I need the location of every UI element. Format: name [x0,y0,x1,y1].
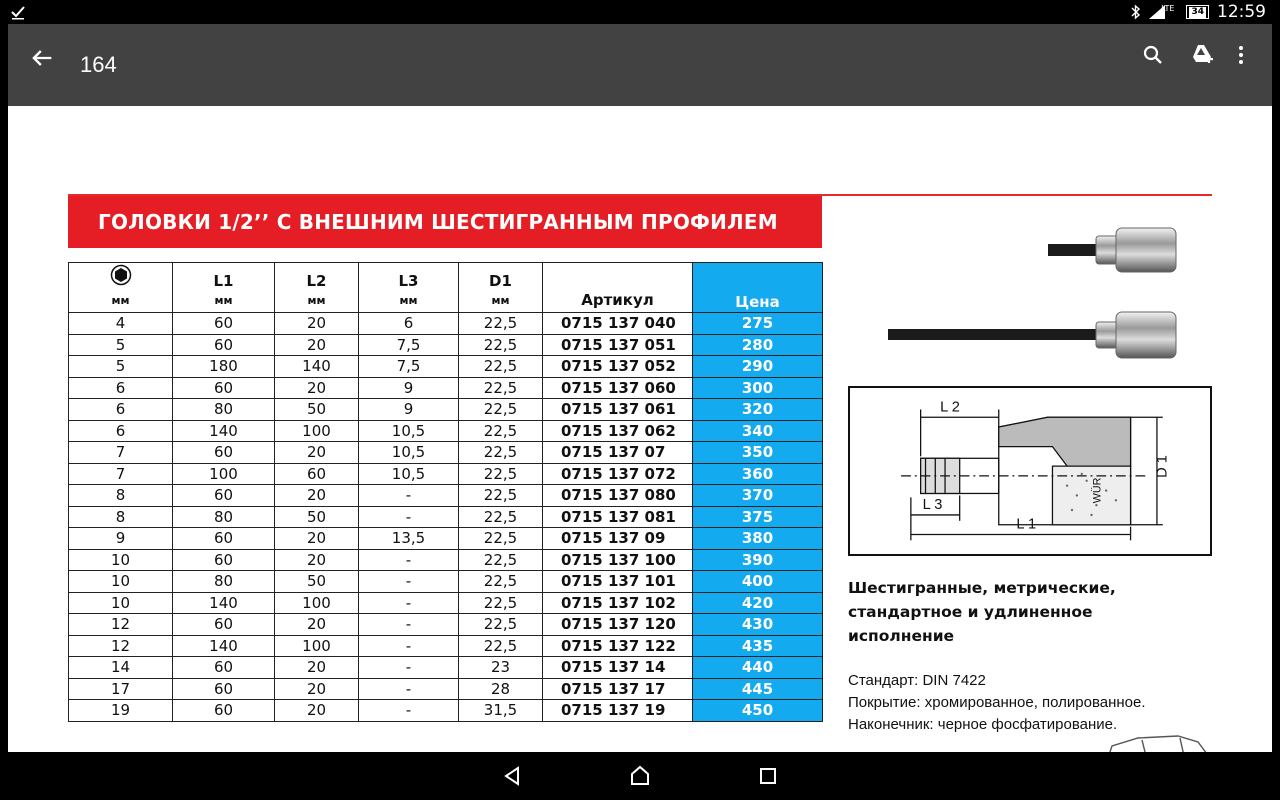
cell-article: 0715 137 051 [543,334,693,356]
cell-l3: 6 [359,313,459,335]
cell-article: 0715 137 060 [543,377,693,399]
cell-price: 435 [693,635,823,657]
table-row [69,614,823,636]
cell-l3: 7,5 [359,356,459,378]
cell-article: 0715 137 062 [543,420,693,442]
cell-article: 0715 137 102 [543,592,693,614]
cell-article: 0715 137 19 [543,700,693,722]
cell-article: 0715 137 061 [543,399,693,421]
table-row [69,313,823,335]
cell-l1: 140 [173,592,275,614]
cell-size: 12 [69,614,173,636]
cell-l2: 20 [275,614,359,636]
cell-article: 0715 137 101 [543,571,693,593]
table-row [69,678,823,700]
spec-tip: Наконечник: черное фосфатирование. [848,716,1118,733]
cell-price: 350 [693,442,823,464]
cell-article: 0715 137 072 [543,463,693,485]
diagram-label-l1: L 1 [1016,516,1037,533]
cell-l3: 9 [359,377,459,399]
cell-size: 7 [69,463,173,485]
table-row [69,528,823,550]
cell-size: 8 [69,485,173,507]
cell-l2: 100 [275,592,359,614]
cell-price: 370 [693,485,823,507]
cell-price: 380 [693,528,823,550]
cell-l2: 60 [275,463,359,485]
cell-l1: 60 [173,377,275,399]
cell-article: 0715 137 09 [543,528,693,550]
table-row [69,463,823,485]
cell-l1: 60 [173,614,275,636]
cell-d1: 22,5 [459,549,543,571]
cell-d1: 22,5 [459,592,543,614]
table-row [69,420,823,442]
app-bar-actions [1142,44,1260,66]
download-done-icon [10,4,26,20]
cell-l3: - [359,678,459,700]
cell-size: 9 [69,528,173,550]
diagram-brand-mark: WÜR [1091,477,1104,504]
cell-l3: - [359,657,459,679]
table-row [69,592,823,614]
cell-l1: 180 [173,356,275,378]
product-description: Шестигранные, метрические, стандартное и удлиненное исполнение [848,579,1116,645]
cell-l1: 60 [173,528,275,550]
cell-size: 12 [69,635,173,657]
page-number-title: 164 [80,52,117,77]
cell-price: 320 [693,399,823,421]
cell-l1: 60 [173,442,275,464]
cell-size: 10 [69,571,173,593]
cell-d1: 22,5 [459,399,543,421]
cell-l1: 140 [173,635,275,657]
section-title-band [68,196,822,248]
cell-price: 340 [693,420,823,442]
cell-d1: 22,5 [459,485,543,507]
cell-l2: 20 [275,549,359,571]
cell-l1: 80 [173,399,275,421]
cell-d1: 23 [459,657,543,679]
cell-d1: 22,5 [459,420,543,442]
cell-size: 6 [69,399,173,421]
cell-l2: 20 [275,678,359,700]
cell-l3: 10,5 [359,420,459,442]
cell-d1: 31,5 [459,700,543,722]
clock: 12:59 [1217,2,1266,22]
table-row [69,356,823,378]
cell-l2: 100 [275,420,359,442]
cell-d1: 22,5 [459,463,543,485]
google-drive-add-icon [1190,44,1214,66]
cell-d1: 22,5 [459,356,543,378]
nav-home-icon[interactable] [628,764,652,788]
cell-l1: 60 [173,313,275,335]
cell-l2: 20 [275,377,359,399]
col-header-article: Артикул [543,263,693,313]
cell-l2: 20 [275,657,359,679]
cell-size: 7 [69,442,173,464]
battery-icon [1186,5,1209,19]
cell-size: 8 [69,506,173,528]
cell-d1: 22,5 [459,528,543,550]
network-type: LTE [1161,4,1175,13]
cell-d1: 22,5 [459,571,543,593]
search-button[interactable] [1142,44,1164,66]
col-header-l1: L1 мм [173,263,275,313]
table-row [69,506,823,528]
cell-price: 375 [693,506,823,528]
cell-l2: 20 [275,442,359,464]
cell-l2: 20 [275,334,359,356]
cell-article: 0715 137 081 [543,506,693,528]
cell-price: 430 [693,614,823,636]
cell-article: 0715 137 040 [543,313,693,335]
cell-l1: 60 [173,485,275,507]
back-arrow-icon[interactable] [28,44,56,72]
cell-price: 360 [693,463,823,485]
cell-l3: - [359,506,459,528]
col-header-l2: L2 мм [275,263,359,313]
cell-article: 0715 137 080 [543,485,693,507]
cell-l3: - [359,700,459,722]
cell-l3: - [359,592,459,614]
cell-l3: 10,5 [359,442,459,464]
more-vert-icon [1238,44,1244,66]
cell-price: 440 [693,657,823,679]
cell-d1: 22,5 [459,635,543,657]
app-bar [8,24,1272,106]
cell-l1: 60 [173,700,275,722]
cell-size: 10 [69,592,173,614]
cell-size: 4 [69,313,173,335]
table-row [69,377,823,399]
cell-article: 0715 137 122 [543,635,693,657]
cell-size: 14 [69,657,173,679]
spec-table [68,262,823,722]
cell-l1: 60 [173,657,275,679]
more-options-button[interactable] [1238,44,1260,66]
cell-l2: 20 [275,313,359,335]
cell-l2: 50 [275,571,359,593]
cell-l2: 50 [275,399,359,421]
nav-recents-icon[interactable] [756,764,780,788]
cell-l3: 10,5 [359,463,459,485]
cell-l3: - [359,549,459,571]
hex-icon [110,264,132,286]
technical-drawing [848,386,1212,556]
navigation-bar [0,752,1280,800]
cell-d1: 22,5 [459,614,543,636]
product-photo [878,224,1208,384]
cell-article: 0715 137 07 [543,442,693,464]
nav-back-icon[interactable] [500,764,524,788]
spec-standard: Стандарт: DIN 7422 [848,672,986,689]
drive-add-button[interactable] [1190,44,1212,66]
cell-article: 0715 137 120 [543,614,693,636]
status-bar [0,0,1280,24]
table-row [69,635,823,657]
cell-l2: 20 [275,700,359,722]
cell-l1: 60 [173,334,275,356]
table-row [69,549,823,571]
cell-l2: 20 [275,485,359,507]
table-row [69,657,823,679]
cell-l3: 7,5 [359,334,459,356]
cell-l1: 140 [173,420,275,442]
table-row [69,334,823,356]
cell-d1: 28 [459,678,543,700]
table-row [69,442,823,464]
cell-l3: - [359,571,459,593]
cell-l2: 100 [275,635,359,657]
cell-price: 390 [693,549,823,571]
cell-d1: 22,5 [459,506,543,528]
cell-l1: 60 [173,678,275,700]
cell-size: 10 [69,549,173,571]
col-header-d1: D1 мм [459,263,543,313]
table-row [69,571,823,593]
cell-size: 5 [69,356,173,378]
cell-article: 0715 137 052 [543,356,693,378]
cell-price: 290 [693,356,823,378]
cell-price: 420 [693,592,823,614]
cell-l3: - [359,485,459,507]
cell-price: 400 [693,571,823,593]
table-row [69,399,823,421]
cell-size: 6 [69,420,173,442]
cell-price: 275 [693,313,823,335]
battery-level: 34 [1191,6,1204,17]
cell-l3: 13,5 [359,528,459,550]
table-row [69,485,823,507]
search-icon [1142,44,1164,66]
cell-price: 445 [693,678,823,700]
col-header-l3: L3 мм [359,263,459,313]
cell-l2: 20 [275,528,359,550]
cell-l2: 50 [275,506,359,528]
diagram-label-d1: D 1 [1154,455,1171,478]
bluetooth-icon [1131,4,1141,20]
cell-l1: 80 [173,571,275,593]
cell-size: 17 [69,678,173,700]
table-header-row [69,263,823,313]
cell-size: 5 [69,334,173,356]
cell-price: 450 [693,700,823,722]
cell-l3: 9 [359,399,459,421]
col-header-size: мм [69,263,173,313]
cell-l3: - [359,635,459,657]
diagram-label-l2: L 2 [940,399,960,416]
cell-l3: - [359,614,459,636]
cell-l1: 80 [173,506,275,528]
cell-price: 300 [693,377,823,399]
cell-l2: 140 [275,356,359,378]
cell-d1: 22,5 [459,377,543,399]
cell-article: 0715 137 14 [543,657,693,679]
section-title: ГОЛОВКИ 1/2’’ С ВНЕШНИМ ШЕСТИГРАННЫМ ПРОФИЛЕМ [98,210,778,234]
diagram-label-l3: L 3 [922,497,943,514]
cell-d1: 22,5 [459,313,543,335]
document-page [8,106,1272,752]
cell-l1: 60 [173,549,275,571]
car-watermark-icon [1098,722,1218,752]
cell-article: 0715 137 17 [543,678,693,700]
cell-l1: 100 [173,463,275,485]
cell-d1: 22,5 [459,442,543,464]
cell-article: 0715 137 100 [543,549,693,571]
cell-size: 6 [69,377,173,399]
spec-coating: Покрытие: хромированное, полированное. [848,694,1146,711]
cell-size: 19 [69,700,173,722]
cell-d1: 22,5 [459,334,543,356]
col-header-price: Цена [693,263,823,313]
cell-price: 280 [693,334,823,356]
table-row [69,700,823,722]
